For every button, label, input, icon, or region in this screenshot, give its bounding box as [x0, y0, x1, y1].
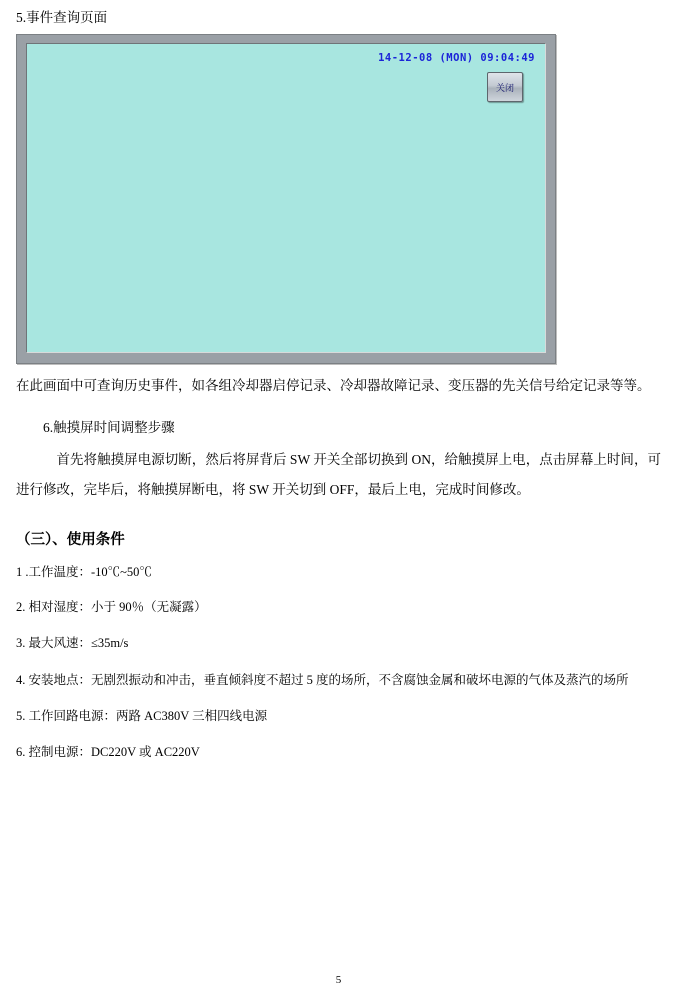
hmi-clock-display: 14-12-08 (MON) 09:04:49 [378, 52, 535, 65]
condition-item: 2. 相对湿度：小于 90％（无凝露） [16, 600, 207, 615]
figure-description-paragraph: 在此画面中可查询历史事件，如各组冷却器启停记录、冷却器故障记录、变压器的先关信号给定记录等等。 [16, 378, 651, 394]
figure-caption: 5.事件查询页面 [16, 10, 108, 25]
hmi-screen-area [26, 43, 546, 353]
condition-item: 1 .工作温度：-10℃~50℃ [16, 564, 152, 579]
section-title-usage-conditions: （三）、使用条件 [16, 531, 125, 548]
page-number: 5 [335, 974, 342, 986]
hmi-screenshot-panel [16, 34, 556, 364]
condition-item: 5. 工作回路电源：两路 AC380V 三相四线电源 [16, 708, 268, 723]
step-heading: 6.触摸屏时间调整步骤 [43, 420, 175, 436]
step-paragraph: 首先将触摸屏电源切断，然后将屏背后 SW 开关全部切换到 ON，给触摸屏上电，点击屏幕上时间，可进行修改，完毕后，将触摸屏断电，将 SW 开关切到 OFF，最后上电，完成时间修改。 [16, 451, 661, 498]
hmi-close-button[interactable]: 关闭 [487, 72, 523, 102]
condition-item: 6. 控制电源：DC220V 或 AC220V [16, 744, 200, 759]
document-page [0, 8, 677, 996]
condition-item: 4. 安装地点：无剧烈振动和冲击，垂直倾斜度不超过 5 度的场所，不含腐蚀金属和破坏电源的气体及蒸汽的场所 [16, 672, 629, 687]
condition-item: 3. 最大风速：≤35m/s [16, 636, 129, 651]
